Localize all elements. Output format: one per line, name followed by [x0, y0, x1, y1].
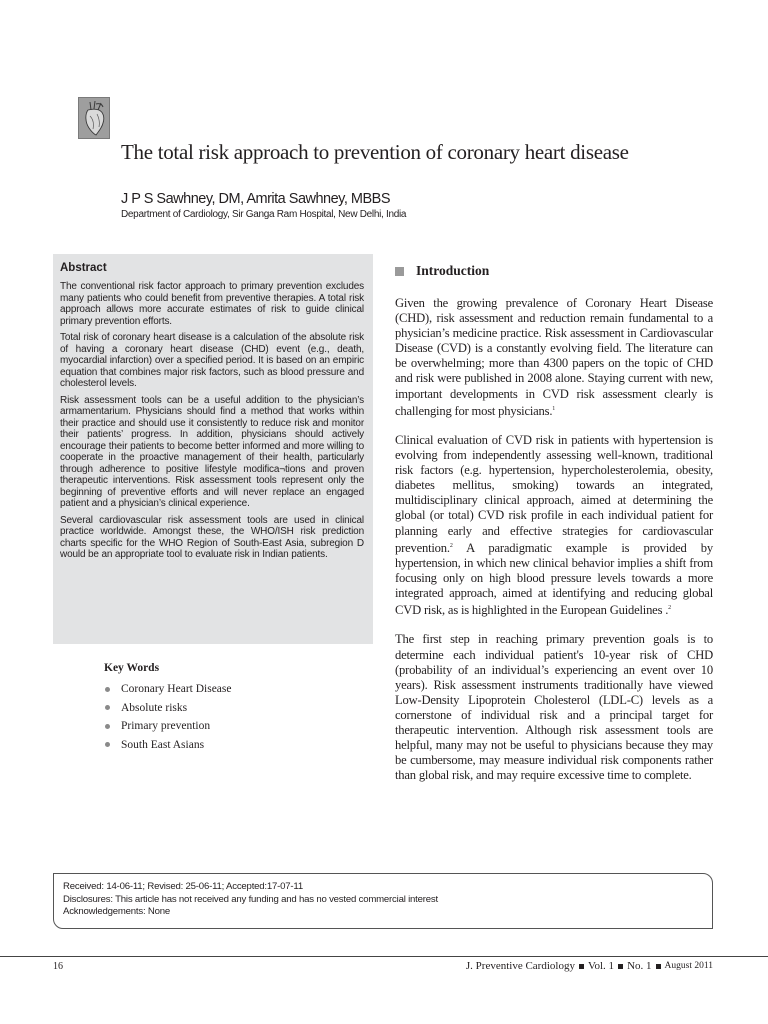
abstract-paragraph: Several cardiovascular risk assessment tools are used in clinical practice worldwide. Amongst these, the WHO/ISH risk prediction charts specific for the WHO Region of South-East Asia, subregion D would be an appropriate tool to evaluate risk in Indian patients. — [60, 514, 364, 560]
acknowledgements: Acknowledgements: None — [63, 906, 171, 918]
body-paragraph — [395, 433, 713, 619]
abstract-paragraph: Risk assessment tools can be a useful addition to the physician’s armamentarium. Physicians should find a method that works within their practice and should use it consistently to reduce risk and monitor their patients’ progress. In addition, physicians should actively encourage their patients to become better informed and more willing to cooperate in the proactive management of their health, particularly through adherence to positive lifestyle modifica¬tions and proven therapeutic interventions. Risk assessment tools represent only the beginning of preventive efforts and will never replace an engaged patient and a physician’s clinical experience. — [60, 394, 364, 509]
article-info-box — [53, 873, 713, 929]
journal-issue: No. 1 — [627, 960, 652, 972]
keyword-item — [104, 680, 232, 699]
keyword-item — [104, 717, 232, 736]
introduction-heading-text: Introduction — [416, 263, 490, 278]
introduction-heading — [395, 263, 489, 279]
heart-anatomy-drawing — [79, 98, 109, 138]
received-dates: Received: 14-06-11; Revised: 25-06-11; Accepted:17-07-11 — [63, 881, 303, 892]
authors: J P S Sawhney, DM, Amrita Sawhney, MBBS — [121, 191, 390, 207]
keyword-item — [104, 736, 232, 755]
body-paragraph — [395, 296, 713, 419]
bullet-icon — [105, 724, 110, 729]
footer-divider — [0, 956, 768, 957]
bullet-icon — [105, 705, 110, 710]
reference-marker: 2 — [668, 605, 671, 612]
keyword-label: Absolute risks — [121, 701, 188, 714]
keyword-label: Coronary Heart Disease — [121, 683, 232, 695]
abstract-heading: Abstract — [60, 262, 107, 274]
keywords-section — [104, 662, 232, 754]
journal-name: J. Preventive Cardiology — [465, 960, 575, 972]
abstract-paragraph: The conventional risk factor approach to primary prevention excludes many patients who could benefit from preventive therapies. A total risk approach allows more accurate estimates of risk to guide clinical primary prevention efforts. — [60, 281, 364, 327]
affiliation: Department of Cardiology, Sir Ganga Ram Hospital, New Delhi, India — [121, 209, 407, 220]
keywords-heading: Key Words — [104, 662, 160, 674]
page-number: 16 — [53, 961, 63, 972]
abstract-box — [53, 254, 373, 644]
journal-volume: Vol. 1 — [587, 960, 615, 972]
square-separator-icon — [618, 964, 623, 969]
keyword-label: South East Asians — [121, 738, 205, 751]
article-title: The total risk approach to prevention of coronary heart disease — [121, 140, 629, 164]
square-separator-icon — [656, 964, 661, 969]
paragraph-text: A paradigmatic example is provided by hypertension, in which new clinical behavior implies a shift from focusing only on high blood pressure levels towards a more integrated approach, aimed at identifying and reducing global CVD risk, as is highlighted in the European Guidelines . — [395, 540, 713, 618]
keywords-list — [104, 680, 232, 754]
reference-marker: 2 — [449, 542, 453, 549]
keyword-item — [104, 699, 232, 718]
paragraph-text: Given the growing prevalence of Coronary Heart Disease (CHD), risk assessment and reduction remain fundamental to a physician’s medicine practice. Risk assessment in Cardiovascular Disease (CVD) is a constantly evolving field. The literature can be overwhelming; more than 4300 papers on the topic of CHD and risk were published in 2008 alone. Staying current with new, important developments in CVD risk assessment clearly is challenging for most physicians. — [395, 296, 713, 418]
keyword-label: Primary prevention — [121, 720, 211, 732]
journal-citation — [466, 960, 713, 972]
abstract-paragraph: Total risk of coronary heart disease is a calculation of the absolute risk of having a coronary heart disease (CHD) event (e.g., death, myocardial infarction) over a specified period. It is based on an empiric equation that combines major risk factors, such as blood pressure and cholesterol levels. — [60, 332, 364, 389]
disclosures: Disclosures: This article has not received any funding and has no vested commercial interest — [63, 893, 438, 905]
bullet-icon — [105, 687, 110, 692]
square-separator-icon — [579, 964, 584, 969]
heart-anatomy-icon — [78, 97, 110, 139]
introduction-body — [395, 296, 713, 797]
journal-date: August 2011 — [664, 961, 713, 971]
body-paragraph: The first step in reaching primary prevention goals is to determine each individual patient's 10-year risk of CHD (probability of an individual’s experiencing an event over 10 years). Risk assessment instruments traditionally have viewed Low-Density Lipoprotein Cholesterol (LDL-C) levels as a cornerstone of individual risk and a principal target for therapeutic intervention. Although risk assessment tools are helpful, many may not be useful to physicians because they may be cumbersome, may measure individual risk components rather than global risk, and may require excessive time to complete. — [395, 632, 713, 783]
paragraph-text: Clinical evaluation of CVD risk in patients with hypertension is evolving from independently assessing well-known, traditional risk factors (e.g. hypertension, hypercholesterolemia, obesity, diabetes mellitus, smoking) towards an integrated, multidisciplinary clinical approach, aimed at determining the global (or total) CVD risk profile in each individual patient for planning early and effective strategies for cardiovascular prevention. — [395, 432, 713, 555]
reference-marker: 1 — [552, 405, 556, 412]
square-bullet-icon — [395, 267, 404, 276]
bullet-icon — [105, 742, 110, 747]
